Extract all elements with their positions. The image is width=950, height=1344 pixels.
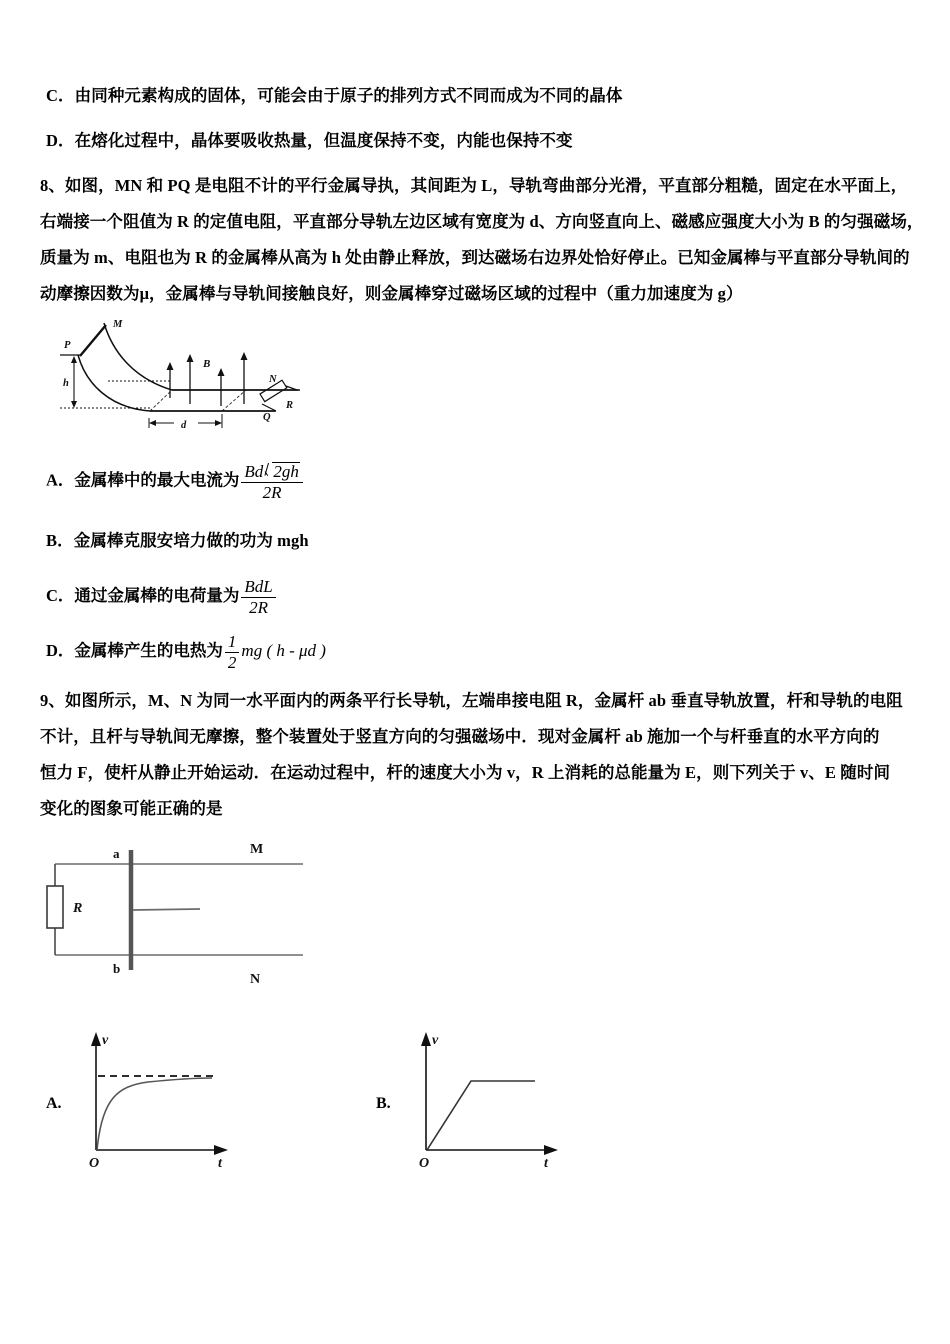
question8-option-b-label: B． bbox=[46, 531, 74, 550]
svg-text:d: d bbox=[181, 420, 187, 431]
question8-option-d bbox=[46, 633, 326, 672]
svg-text:N: N bbox=[269, 374, 277, 385]
graph-option-a-label: A. bbox=[46, 1095, 62, 1112]
svg-text:P: P bbox=[64, 340, 71, 351]
question8-option-a-text: 金属棒中的最大电流为 bbox=[74, 470, 240, 490]
svg-text:h: h bbox=[63, 378, 69, 389]
svg-text:M: M bbox=[113, 319, 123, 330]
question8-option-d-fraction: $\frac{1}{2}$ bbox=[225, 633, 240, 672]
question8-option-c-formula: $\frac{\text{BdL}}{2R}$ bbox=[241, 578, 275, 617]
question8-option-d-text: 金属棒产生的电热为 bbox=[74, 641, 223, 661]
question8-stem-line-4: 动摩擦因数为μ，金属棒与导轨间接触良好，则金属棒穿过磁场区域的过程中（重力加速度为 g） bbox=[40, 284, 743, 303]
svg-text:a: a bbox=[113, 846, 120, 861]
question8-option-b-text: 金属棒克服安培力做的功为 mgh bbox=[73, 531, 309, 550]
graph-option-b bbox=[408, 1028, 608, 1171]
svg-text:t: t bbox=[544, 1156, 548, 1171]
svg-text:O: O bbox=[89, 1156, 100, 1171]
question9-stem-line-3: 恒力 F，使杆从静止开始运动．在运动过程中，杆的速度大小为 v，R 上消耗的总能量为 E，则下列关于 v、E 随时间 bbox=[40, 763, 891, 782]
question8-option-a-formula: $\frac{Bd 2gh}{2R}$ bbox=[241, 462, 302, 502]
question8-option-d-label: D． bbox=[46, 641, 75, 661]
question8-option-c-text: 通过金属棒的电荷量为 bbox=[74, 586, 240, 606]
question8-option-d-expression: mg ( h - μd ) bbox=[241, 641, 326, 661]
prev-option-d-text: 在熔化过程中，晶体要吸收热量，但温度保持不变，内能也保持不变 bbox=[74, 131, 573, 150]
svg-text:Q: Q bbox=[263, 412, 271, 423]
svg-text:t: t bbox=[218, 1156, 222, 1171]
question8-option-a bbox=[46, 462, 305, 502]
svg-text:b: b bbox=[113, 961, 121, 976]
parallel-rails-circuit-diagram bbox=[35, 840, 315, 1000]
prev-option-c-text: 由同种元素构成的固体，可能会由于原子的排列方式不同而成为不同的晶体 bbox=[74, 86, 623, 105]
question9-stem-line-1: 9、如图所示，M、N 为同一水平面内的两条平行长导轨，左端串接电阻 R，金属杆 ab 垂直导轨放置，杆和导轨的电阻 bbox=[40, 691, 903, 710]
prev-option-d-label: D． bbox=[46, 131, 75, 150]
svg-text:v: v bbox=[102, 1033, 109, 1048]
svg-text:N: N bbox=[250, 972, 261, 987]
svg-text:M: M bbox=[250, 842, 264, 857]
svg-text:B: B bbox=[203, 358, 211, 370]
prev-option-c bbox=[46, 86, 622, 106]
question8-stem-line-3: 质量为 m、电阻也为 R 的金属棒从高为 h 处由静止释放，到达磁场右边界处恰好停止。已知金属棒与平直部分导轨间的 bbox=[40, 248, 910, 267]
question8-option-b bbox=[46, 531, 309, 551]
svg-text:R: R bbox=[286, 400, 294, 411]
question9-stem-line-4: 变化的图象可能正确的是 bbox=[40, 799, 223, 818]
prev-option-c-label: C． bbox=[46, 86, 75, 105]
curved-rail-magnetic-field-diagram bbox=[50, 312, 300, 430]
svg-text:R: R bbox=[73, 901, 83, 916]
question8-option-c bbox=[46, 578, 278, 617]
svg-text:v: v bbox=[432, 1033, 439, 1048]
question8-option-c-label: C． bbox=[46, 586, 75, 606]
svg-text:O: O bbox=[419, 1156, 430, 1171]
prev-option-d bbox=[46, 131, 573, 151]
question8-option-a-label: A． bbox=[46, 470, 75, 490]
graph-option-b-label: B. bbox=[376, 1095, 391, 1112]
graph-option-a bbox=[78, 1028, 278, 1171]
question8-stem-line-2: 右端接一个阻值为 R 的定值电阻，平直部分导轨左边区域有宽度为 d、方向竖直向上、磁感应强度大小为 B 的匀强磁场， bbox=[40, 212, 924, 231]
question8-stem-line-1: 8、如图，MN 和 PQ 是电阻不计的平行金属导执，其间距为 L，导轨弯曲部分光滑，平直部分粗糙，固定在水平面上， bbox=[40, 176, 908, 195]
question9-stem-line-2: 不计，且杆与导轨间无摩擦，整个装置处于竖直方向的匀强磁场中．现对金属杆 ab 施加一个与杆垂直的水平方向的 bbox=[40, 727, 880, 746]
